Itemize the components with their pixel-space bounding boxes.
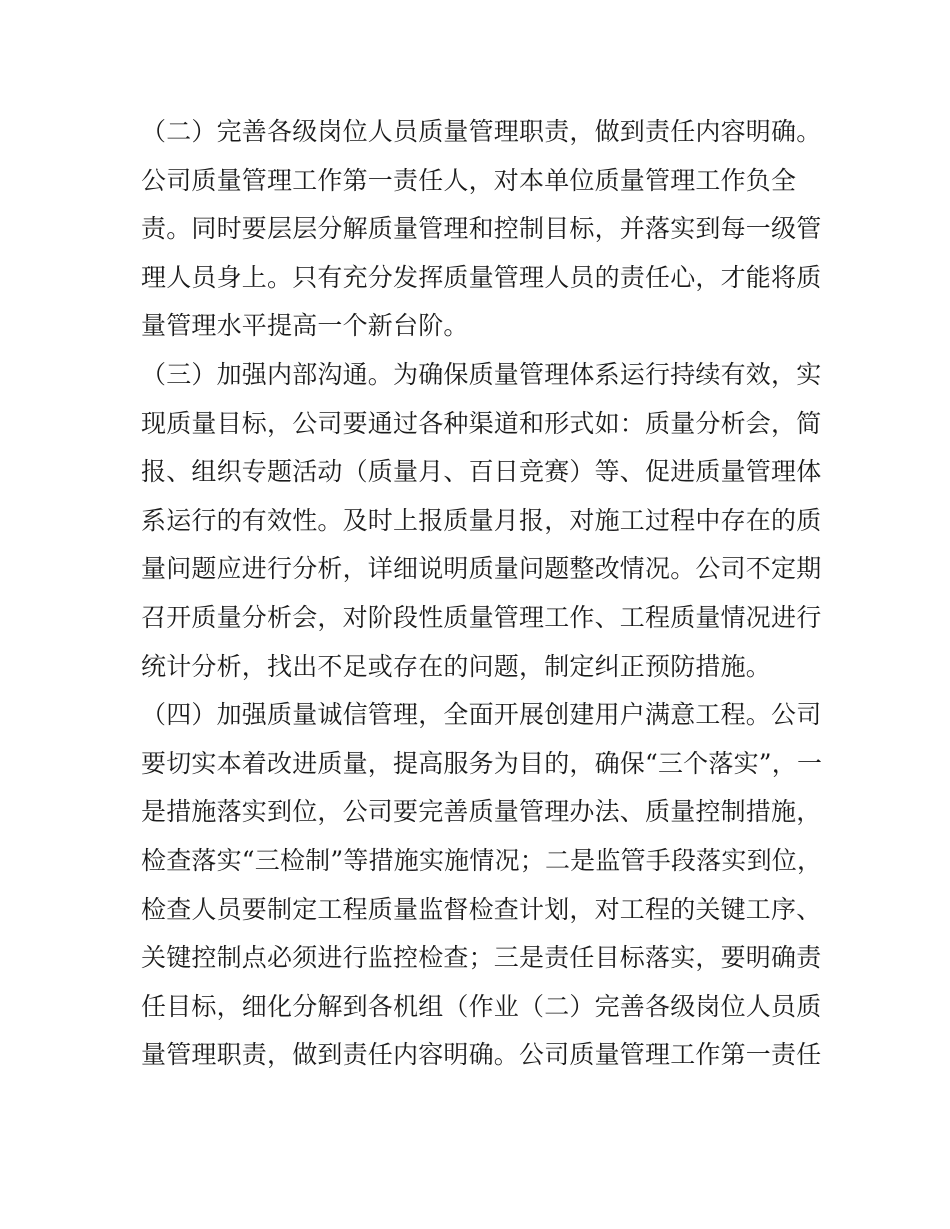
text-line: 统计分析，找出不足或存在的问题，制定纠正预防措施。 (141, 651, 772, 681)
document-body (141, 108, 821, 1080)
text-line: （三）加强内部沟通。为确保质量管理体系运行持续有效，实 (141, 359, 822, 389)
text-line: （四）加强质量诚信管理，全面开展创建用户满意工程。公司 (141, 700, 822, 730)
text-line: 是措施落实到位，公司要完善质量管理办法、质量控制措施， (141, 797, 822, 827)
text-line: 要切实本着改进质量，提高服务为目的，确保“三个落实”，一 (141, 748, 823, 778)
text-line: 检查人员要制定工程质量监督检查计划，对工程的关键工序、 (141, 894, 822, 924)
text-line: 报、组织专题活动（质量月、百日竞赛）等、促进质量管理体 (141, 457, 822, 487)
text-line: 责。同时要层层分解质量管理和控制目标，并落实到每一级管 (141, 214, 822, 244)
text-line: 公司质量管理工作第一责任人，对本单位质量管理工作负全 (141, 165, 797, 195)
text-line: 召开质量分析会，对阶段性质量管理工作、工程质量情况进行 (141, 602, 822, 632)
text-line: 任目标，细化分解到各机组（作业（二）完善各级岗位人员质 (141, 991, 822, 1021)
text-line: 量管理职责，做到责任内容明确。公司质量管理工作第一责任 (141, 1040, 822, 1070)
text-line: 现质量目标，公司要通过各种渠道和形式如：质量分析会，简 (141, 408, 822, 438)
text-line: 检查落实“三检制”等措施实施情况；二是监管手段落实到位， (141, 845, 823, 875)
text-line: 量问题应进行分析，详细说明质量问题整改情况。公司不定期 (141, 554, 822, 584)
text-line: 理人员身上。只有充分发挥质量管理人员的责任心，才能将质 (141, 262, 822, 292)
text-line: 系运行的有效性。及时上报质量月报，对施工过程中存在的质 (141, 505, 822, 535)
text-line: 量管理水平提高一个新台阶。 (141, 311, 469, 341)
text-line: 关键控制点必须进行监控检查；三是责任目标落实，要明确责 (141, 943, 822, 973)
text-line: （二）完善各级岗位人员质量管理职责，做到责任内容明确。 (141, 117, 822, 146)
